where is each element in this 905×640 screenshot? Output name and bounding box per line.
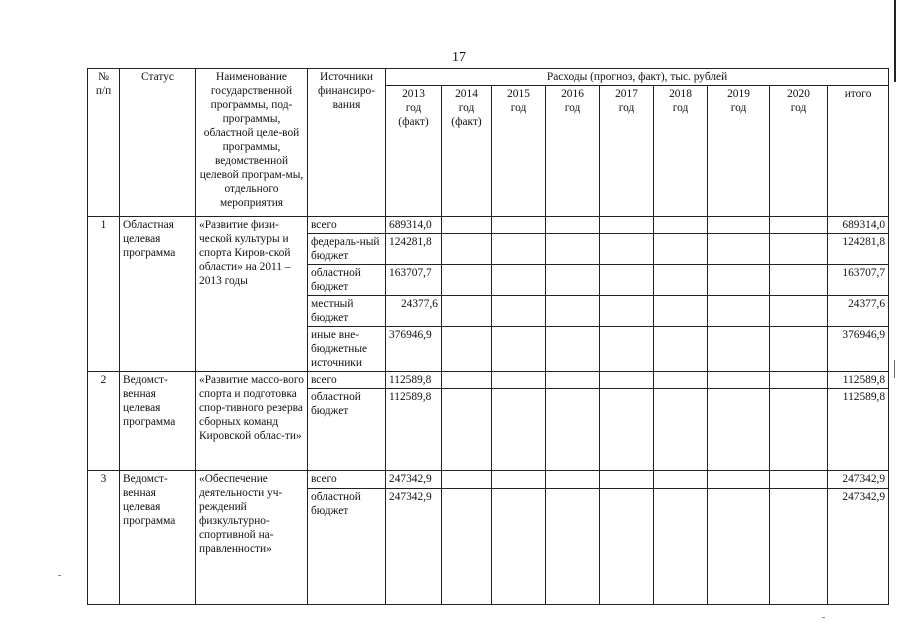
header-year-2014: 2014 год (факт): [442, 86, 492, 217]
value-total: 689314,0: [828, 217, 889, 234]
program-status: Областная целевая программа: [120, 217, 196, 372]
scan-speck: [822, 617, 825, 618]
scan-edge-mark: [894, 0, 896, 82]
funding-source: всего: [308, 471, 386, 489]
header-year-2020: 2020 год: [770, 86, 828, 217]
value-2013: 112589,8: [386, 389, 442, 471]
scan-speck: [58, 575, 61, 576]
scan-edge-mark: [894, 360, 895, 378]
header-sources: Источники финансиро-вания: [308, 69, 386, 217]
header-row-top: [88, 69, 889, 86]
value-2013: 24377,6: [386, 296, 442, 327]
program-status: Ведомст-венная целевая программа: [120, 471, 196, 605]
value-total: 112589,8: [828, 372, 889, 389]
header-year-2016: 2016 год: [546, 86, 600, 217]
header-total: итого: [828, 86, 889, 217]
budget-table: [87, 68, 889, 605]
funding-source: областной бюджет: [308, 489, 386, 605]
value-total: 24377,6: [828, 296, 889, 327]
header-year-2019: 2019 год: [708, 86, 770, 217]
value-2013: 689314,0: [386, 217, 442, 234]
program-name: «Развитие массо-вого спорта и подготовка спор-тивного резерва сборных команд Кировской облас-ти»: [196, 372, 308, 471]
header-status: Статус: [120, 69, 196, 217]
header-num: № п/п: [88, 69, 120, 217]
header-expenses-group: Расходы (прогноз, факт), тыс. рублей: [386, 69, 889, 86]
header-year-2015: 2015 год: [492, 86, 546, 217]
value-2013: 247342,9: [386, 471, 442, 489]
funding-source: иные вне-бюджетные источники: [308, 327, 386, 372]
header-year-2018: 2018 год: [654, 86, 708, 217]
funding-source: федераль-ный бюджет: [308, 234, 386, 265]
table-row: [88, 372, 889, 389]
program-status: Ведомст-венная целевая программа: [120, 372, 196, 471]
program-num: 1: [88, 217, 120, 372]
program-name: «Развитие физи-ческой культуры и спорта Киров-ской области» на 2011 – 2013 годы: [196, 217, 308, 372]
funding-source: областной бюджет: [308, 389, 386, 471]
value-total: 112589,8: [828, 389, 889, 471]
funding-source: всего: [308, 372, 386, 389]
value-2013: 376946,9: [386, 327, 442, 372]
value-2013: 124281,8: [386, 234, 442, 265]
value-total: 124281,8: [828, 234, 889, 265]
program-name: «Обеспечение деятельности уч-реждений физкультурно-спортивной на-правленности»: [196, 471, 308, 605]
program-num: 3: [88, 471, 120, 605]
header-year-2013: 2013 год (факт): [386, 86, 442, 217]
funding-source: местный бюджет: [308, 296, 386, 327]
page-number: 17: [452, 50, 466, 65]
value-total: 163707,7: [828, 265, 889, 296]
funding-source: областной бюджет: [308, 265, 386, 296]
header-year-2017: 2017 год: [600, 86, 654, 217]
table-row: [88, 471, 889, 489]
value-2013: 247342,9: [386, 489, 442, 605]
header-program-name: Наименование государственной программы, под-программы, областной целе-вой программы, ведомственной целевой програм-мы, отдельного мероприятия: [196, 69, 308, 217]
program-num: 2: [88, 372, 120, 471]
value-total: 247342,9: [828, 471, 889, 489]
funding-source: всего: [308, 217, 386, 234]
value-2013: 112589,8: [386, 372, 442, 389]
value-total: 376946,9: [828, 327, 889, 372]
table-row: [88, 217, 889, 234]
value-total: 247342,9: [828, 489, 889, 605]
value-2013: 163707,7: [386, 265, 442, 296]
